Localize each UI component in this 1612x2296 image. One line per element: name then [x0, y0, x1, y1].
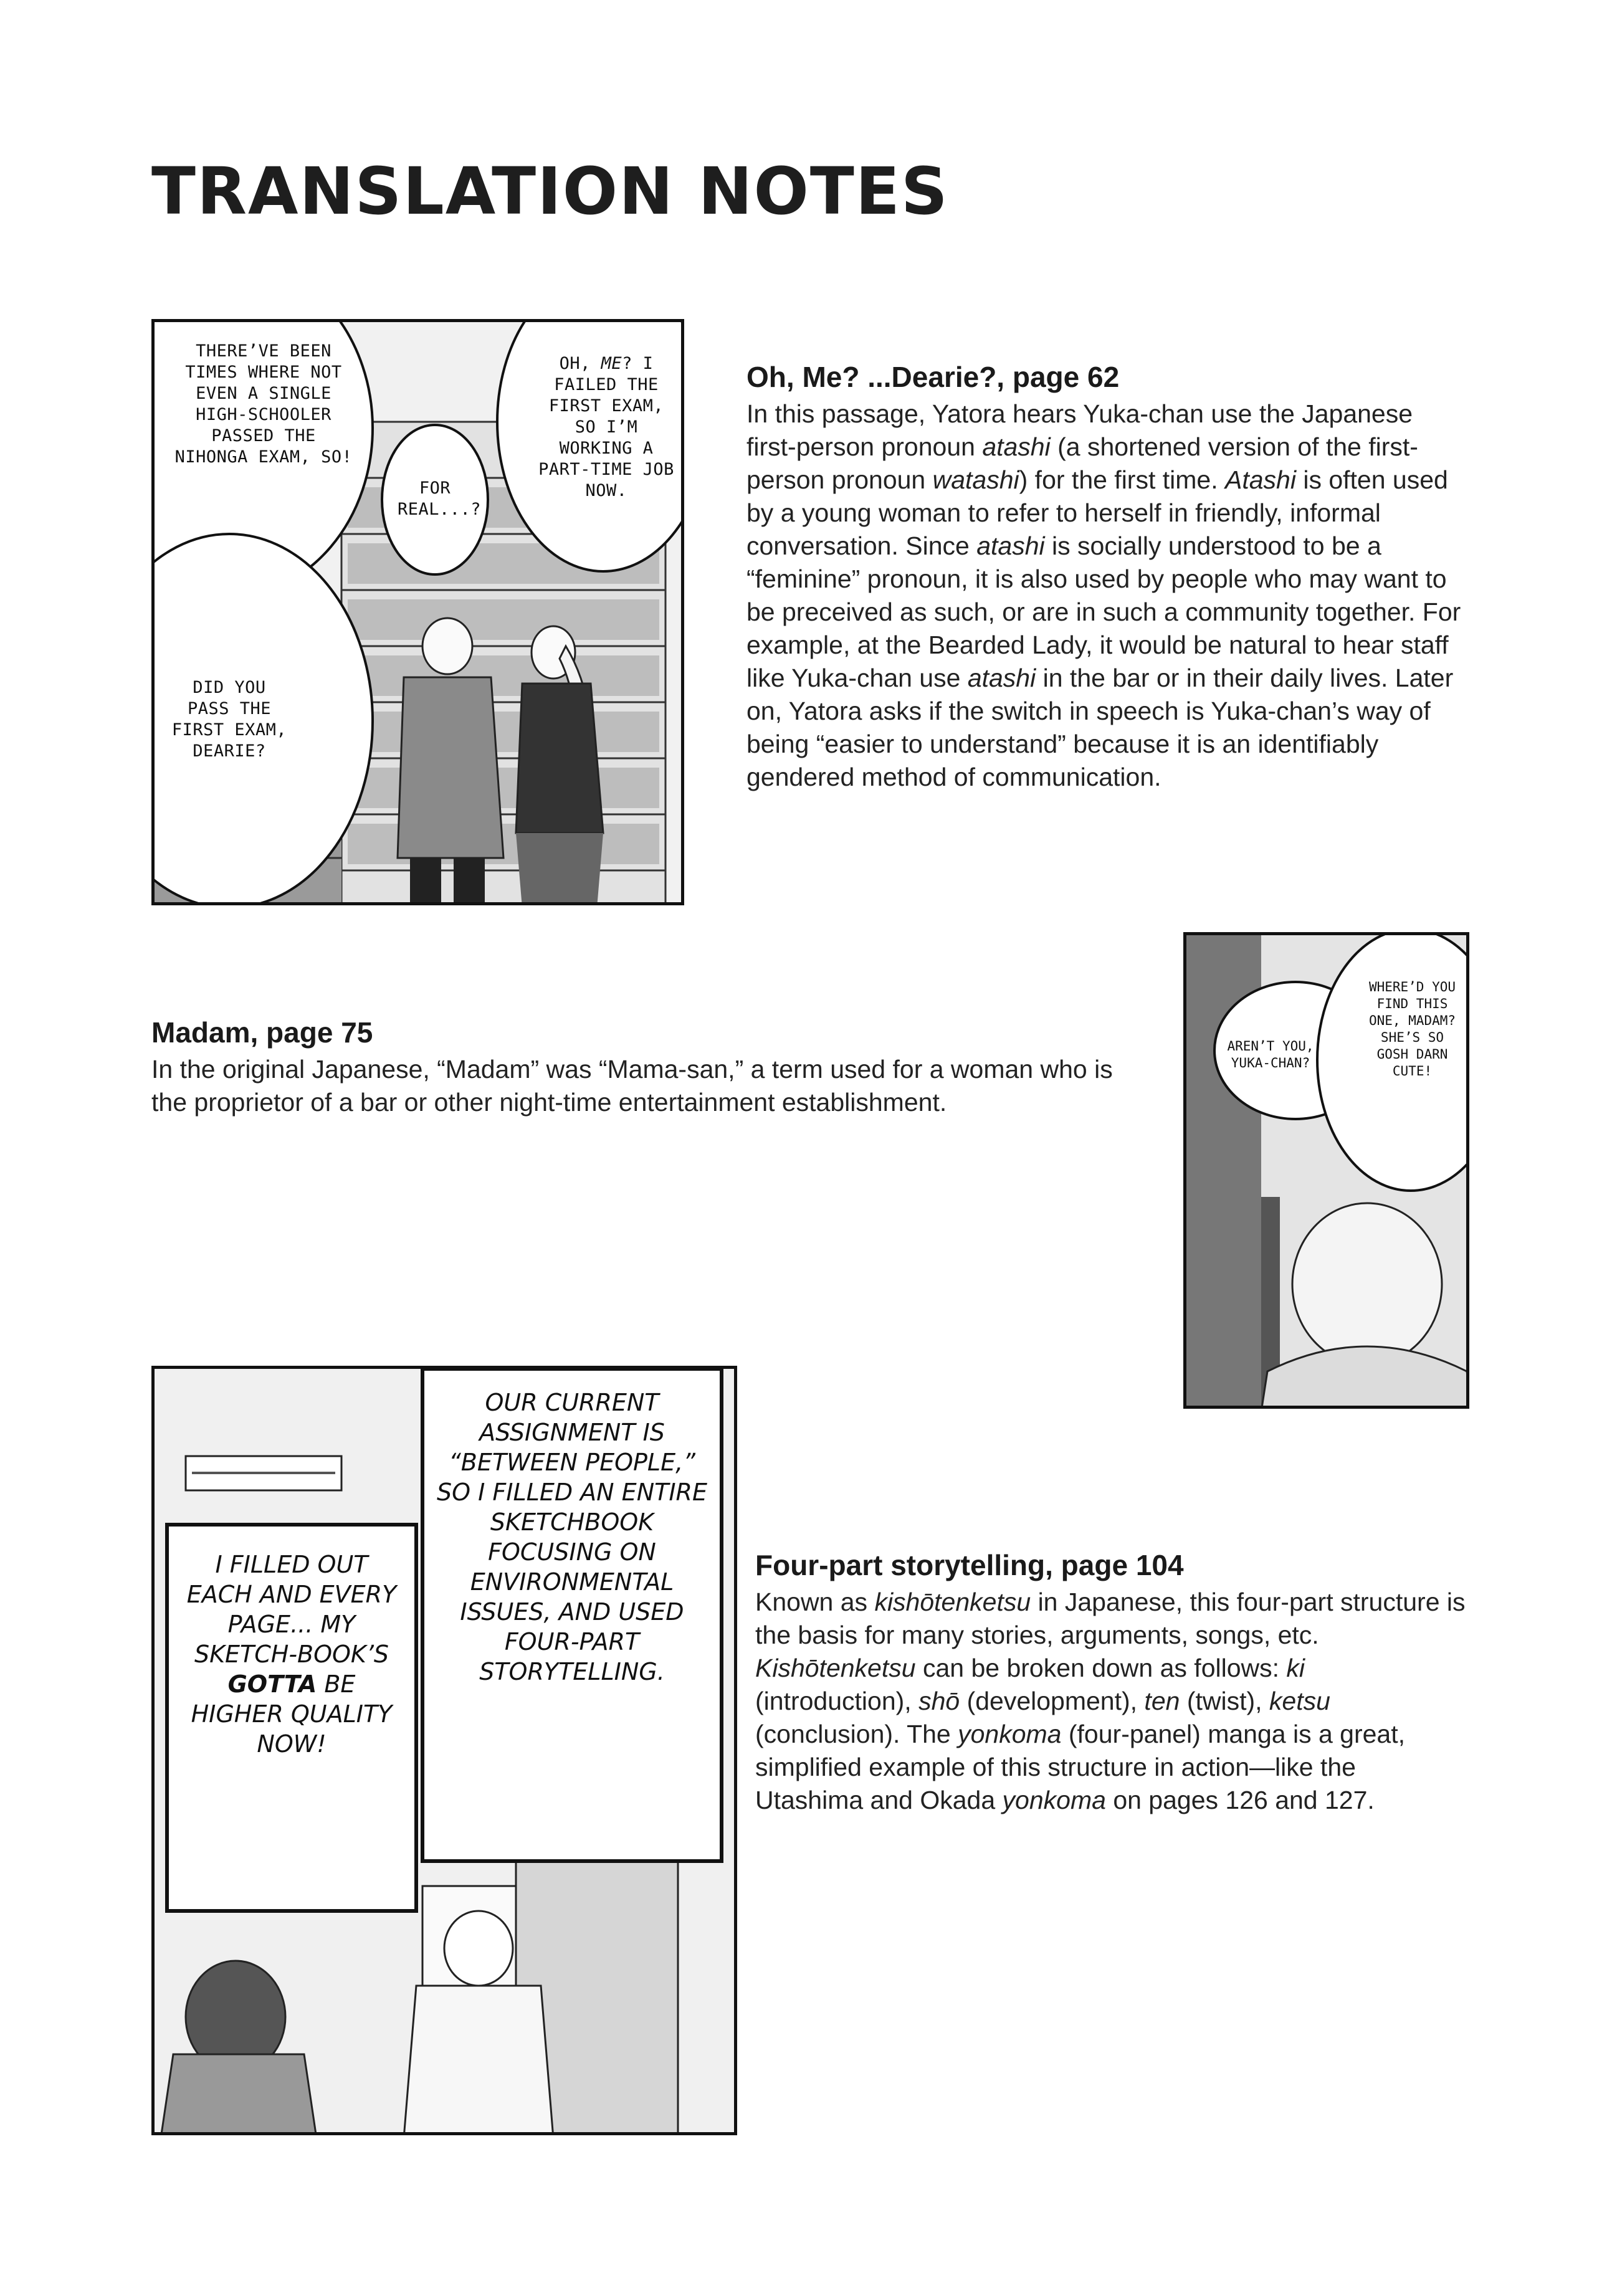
note-body-segment: Kishōtenketsu — [755, 1654, 916, 1682]
speech-bubble-left-top: THERE’VE BEEN TIMES WHERE NOT EVEN A SINGLE HIGH-SCHOOLER PASSED THE NIHONGA EXAM, SO! — [174, 341, 353, 467]
note-body-segment: atashi — [976, 531, 1045, 560]
speech-bubble-right: WHERE’D YOU FIND THIS ONE, MADAM? SHE’S SO GOSH DARN CUTE! — [1368, 979, 1456, 1079]
note-body — [746, 398, 1463, 794]
note-body-segment: in the bar or in their daily lives. Later on, Yatora asks if the switch in speech is Yuka-chan’s way of being “easier to understand” because it is an identifiably gendered method of communication. — [746, 664, 1454, 791]
caption-box-left — [179, 1550, 404, 1759]
note-body-segment: atashi — [982, 432, 1051, 461]
note-body-segment: in Japanese, this four-part structure is the basis for many stories, arguments, songs, etc. — [755, 1588, 1466, 1649]
note-body-segment: yonkoma — [1002, 1786, 1106, 1814]
note-body-segment: (four-panel) manga is a great, simplified example of this structure in action—like the Utashima and Okada — [755, 1720, 1405, 1814]
note-body-segment: is often used by a young woman to refer to herself in friendly, informal conversation. Since — [746, 465, 1448, 560]
note-body-segment: (twist), — [1180, 1687, 1269, 1715]
caption-segment: BE HIGHER QUALITY NOW! — [191, 1670, 393, 1758]
bubble-segment: ME — [601, 354, 622, 373]
note-heading: Madam, page 75 — [151, 1016, 373, 1049]
note-body-segment: shō — [918, 1687, 960, 1715]
note-body-segment: In the original Japanese, “Madam” was “Mama-san,” a term used for a woman who is the proprietor of a bar or other night-time entertainment establishment. — [151, 1055, 1113, 1117]
note-body-segment: In this passage, Yatora hears Yuka-chan use the Japanese first-person pronoun — [746, 399, 1413, 461]
caption-segment: I FILLED OUT EACH AND EVERY PAGE... MY SKETCH-BOOK’S — [186, 1551, 397, 1668]
note-body — [151, 1053, 1123, 1119]
manga-panel-studio — [151, 1366, 737, 2135]
note-body-segment: Known as — [755, 1588, 875, 1616]
note-body-segment: (a shortened version of the first-person pronoun — [746, 432, 1418, 494]
page-title: TRANSLATION NOTES — [151, 153, 949, 229]
manga-panel-bookstore — [151, 319, 684, 905]
note-body-segment: ) for the first time. — [1019, 465, 1225, 494]
note-body-segment: ketsu — [1269, 1687, 1330, 1715]
note-body-segment: Atashi — [1224, 465, 1296, 494]
manga-panel-bar — [1183, 932, 1469, 1409]
note-body-segment: is socially understood to be a “feminine” pronoun, it is also used by people who may want to be preceived as such, or are in such a community together. For example, at the Bearded Lady, it would be natural to hear staff like Yuka-chan use — [746, 531, 1461, 692]
bubble-segment: OH, — [559, 354, 601, 373]
note-body-segment: on pages 126 and 127. — [1105, 1786, 1375, 1814]
speech-bubble-right — [535, 353, 678, 502]
note-heading: Oh, Me? ...Dearie?, page 62 — [746, 361, 1120, 393]
note-body-segment: (introduction), — [755, 1687, 919, 1715]
note-body-segment: ten — [1144, 1687, 1180, 1715]
caption-segment: GOTTA — [227, 1670, 317, 1698]
note-body-segment: ki — [1286, 1654, 1305, 1682]
note-body — [755, 1586, 1466, 1817]
note-body-segment: (conclusion). The — [755, 1720, 958, 1748]
speech-bubble-center: FOR REAL...? — [398, 479, 482, 519]
note-oh-me-dearie — [746, 360, 1463, 794]
note-body-segment: watashi — [932, 465, 1019, 494]
note-four-part-storytelling — [755, 1548, 1466, 1817]
caption-box-right: OUR CURRENT ASSIGNMENT IS “BETWEEN PEOPLE,” SO I FILLED AN ENTIRE SKETCHBOOK FOCUSING ON ENVIRONMENTAL ISSUES, AND USED FOUR-PART STORYTELLING. — [437, 1389, 707, 1685]
bubble-segment: ? I FAILED THE FIRST EXAM, SO I’M WORKING A PART-TIME JOB NOW. — [538, 354, 674, 500]
note-body-segment: (development), — [960, 1687, 1145, 1715]
speech-bubble-left: AREN’T YOU, YUKA-CHAN? — [1227, 1039, 1314, 1070]
note-madam — [151, 1016, 1123, 1119]
note-body-segment: atashi — [967, 664, 1036, 692]
note-body-segment: kishōtenketsu — [874, 1588, 1031, 1616]
speech-bubble-left-bottom: DID YOU PASS THE FIRST EXAM, DEARIE? — [171, 678, 287, 761]
note-body-segment: can be broken down as follows: — [915, 1654, 1287, 1682]
note-body-segment: yonkoma — [958, 1720, 1062, 1748]
note-heading: Four-part storytelling, page 104 — [755, 1549, 1184, 1581]
